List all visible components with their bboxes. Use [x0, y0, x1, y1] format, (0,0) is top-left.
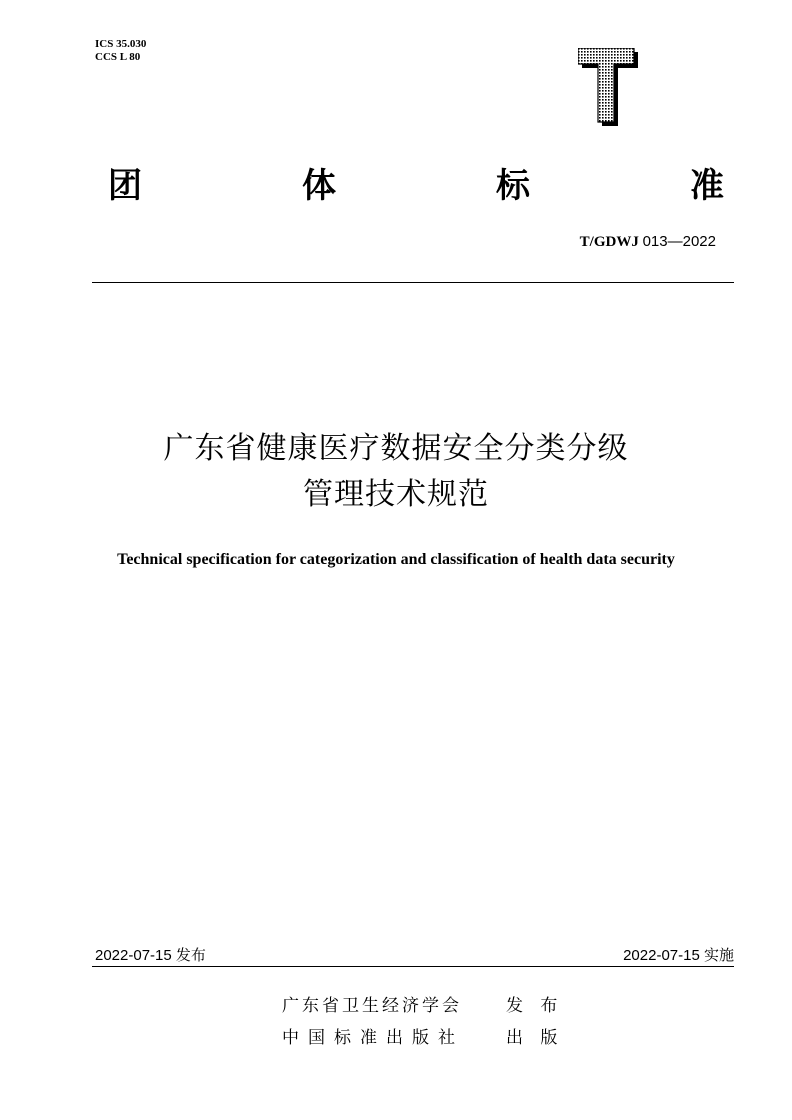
ccs-code: CCS L 80: [95, 51, 141, 63]
bottom-divider: [92, 966, 734, 967]
press-name: 中国标准出版社: [282, 1028, 464, 1048]
publisher-name: 广东省卫生经济学会: [282, 996, 462, 1016]
ics-code: ICS 35.030: [95, 38, 147, 50]
org-type-char-2: 体: [302, 165, 336, 206]
org-type-char-4: 准: [690, 165, 724, 206]
standard-code: 013—2022: [642, 233, 716, 250]
org-type-char-3: 标: [496, 165, 530, 206]
standard-number: [580, 233, 716, 251]
publisher-role: 发 布: [506, 996, 564, 1016]
classification-codes: [95, 38, 146, 64]
chinese-title-line-2: 管理技术规范: [303, 477, 489, 512]
chinese-title: [0, 426, 792, 518]
issue-date: 2022-07-15 发布: [95, 947, 206, 964]
standard-prefix: T/GDWJ: [579, 234, 639, 250]
english-title: Technical specification for categorization and classification of health data security: [117, 551, 675, 568]
document-type-heading: [108, 160, 724, 204]
chinese-title-line-1: 广东省健康医疗数据安全分类分级: [163, 431, 629, 466]
top-divider: [92, 282, 734, 283]
org-type-char-1: 团: [108, 165, 142, 206]
implementation-date: 2022-07-15 实施: [623, 947, 734, 964]
press-role: 出 版: [506, 1028, 564, 1048]
standard-t-logo: [578, 48, 638, 126]
